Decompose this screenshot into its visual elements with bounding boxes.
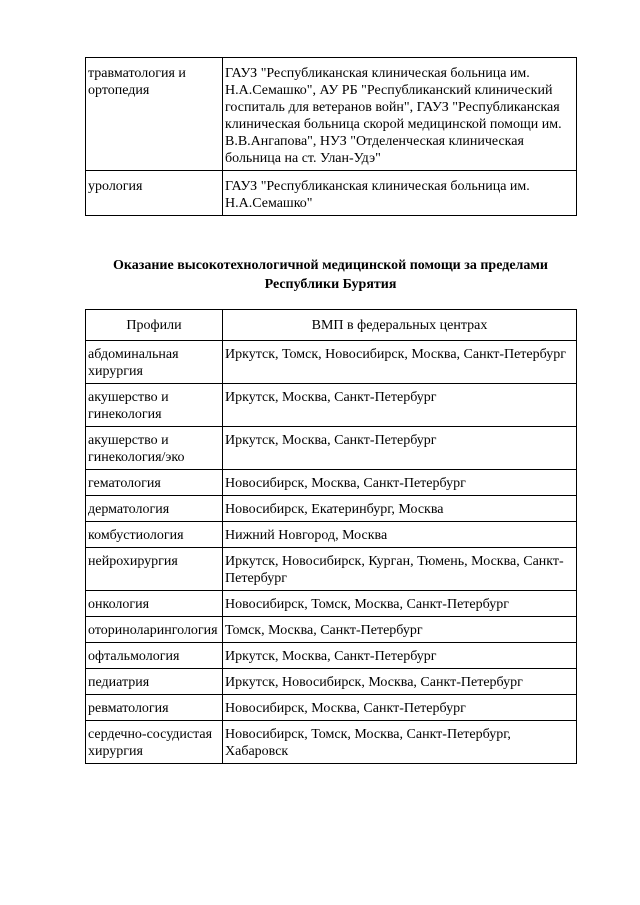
profile-cell: урология	[86, 171, 223, 216]
table-row	[86, 384, 577, 427]
section-title: Оказание высокотехнологичной медицинской помощи за пределами Республики Бурятия	[113, 258, 548, 292]
centers-cell: Иркутск, Москва, Санкт-Петербург	[223, 643, 577, 669]
table-row	[86, 669, 577, 695]
table-row	[86, 643, 577, 669]
centers-cell: Иркутск, Томск, Новосибирск, Москва, Санкт-Петербург	[223, 341, 577, 384]
column-header-centers: ВМП в федеральных центрах	[223, 310, 577, 341]
table-row	[86, 171, 577, 216]
centers-cell: Томск, Москва, Санкт-Петербург	[223, 617, 577, 643]
hospital-profiles-table	[85, 57, 577, 216]
profile-cell: ревматология	[86, 695, 223, 721]
profile-cell: педиатрия	[86, 669, 223, 695]
profile-cell: дерматология	[86, 496, 223, 522]
table-row	[86, 721, 577, 764]
profile-cell: абдоминальная хирургия	[86, 341, 223, 384]
profile-cell: сердечно-сосудистая хирургия	[86, 721, 223, 764]
profile-cell: акушерство и гинекология	[86, 384, 223, 427]
centers-cell: Иркутск, Москва, Санкт-Петербург	[223, 427, 577, 470]
organizations-cell: ГАУЗ "Республиканская клиническая больница им. Н.А.Семашко", АУ РБ "Республиканский клинический госпиталь для ветеранов войн", ГАУЗ "Республиканская клиническая больница скорой медицинской помощи им. В.В.Ангапова", НУЗ "Отделенческая клиническая больница на ст. Улан-Удэ"	[223, 58, 577, 171]
centers-cell: Новосибирск, Екатеринбург, Москва	[223, 496, 577, 522]
centers-cell: Новосибирск, Москва, Санкт-Петербург	[223, 470, 577, 496]
table-row	[86, 548, 577, 591]
centers-cell: Иркутск, Новосибирск, Курган, Тюмень, Москва, Санкт-Петербург	[223, 548, 577, 591]
table-row	[86, 695, 577, 721]
table-row	[86, 58, 577, 171]
centers-cell: Новосибирск, Москва, Санкт-Петербург	[223, 695, 577, 721]
centers-cell: Иркутск, Новосибирск, Москва, Санкт-Петербург	[223, 669, 577, 695]
table-row	[86, 522, 577, 548]
profile-cell: гематология	[86, 470, 223, 496]
table-header-row	[86, 310, 577, 341]
table-row	[86, 496, 577, 522]
column-header-profiles: Профили	[86, 310, 223, 341]
table-row	[86, 591, 577, 617]
federal-centers-table	[85, 309, 577, 764]
profile-cell: офтальмология	[86, 643, 223, 669]
table-row	[86, 470, 577, 496]
table-row	[86, 341, 577, 384]
table-row	[86, 617, 577, 643]
organizations-cell: ГАУЗ "Республиканская клиническая больница им. Н.А.Семашко"	[223, 171, 577, 216]
profile-cell: комбустиология	[86, 522, 223, 548]
profile-cell: акушерство и гинекология/эко	[86, 427, 223, 470]
centers-cell: Иркутск, Москва, Санкт-Петербург	[223, 384, 577, 427]
table-row	[86, 427, 577, 470]
centers-cell: Новосибирск, Томск, Москва, Санкт-Петербург	[223, 591, 577, 617]
centers-cell: Новосибирск, Томск, Москва, Санкт-Петербург, Хабаровск	[223, 721, 577, 764]
centers-cell: Нижний Новгород, Москва	[223, 522, 577, 548]
profile-cell: оториноларингология	[86, 617, 223, 643]
profile-cell: травматология и ортопедия	[86, 58, 223, 171]
profile-cell: нейрохирургия	[86, 548, 223, 591]
profile-cell: онкология	[86, 591, 223, 617]
